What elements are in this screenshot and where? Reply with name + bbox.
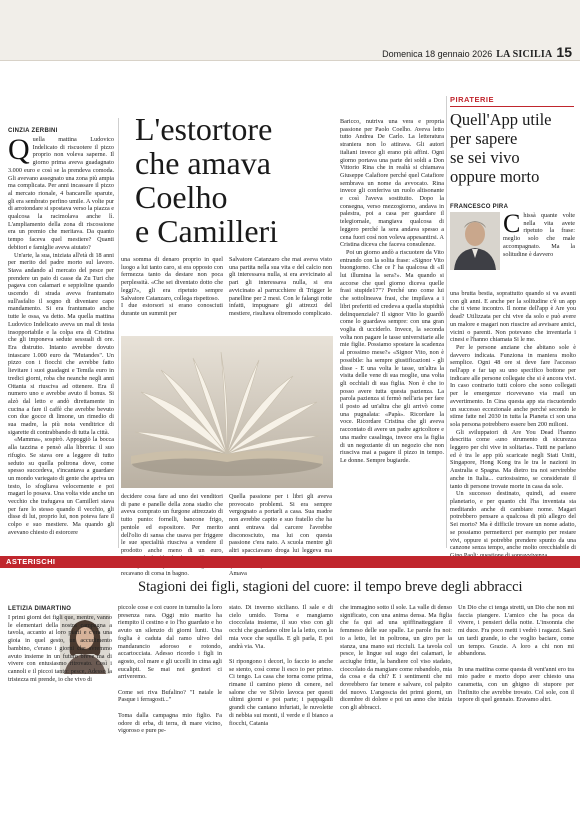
page-number: 15 <box>556 44 572 60</box>
bottom-column-1 <box>8 614 112 820</box>
bottom-section-label: ASTERISCHI <box>6 557 56 566</box>
bottom-col5-text: Un Dio che ci tenga stretti, un Dio che non mi faccia piangere. L'amico che ha poca da vivere, i pensieri della notte. L'insonnia che mi duce. Fra poco metti i vedrò i ragazzi. Sarà un tardi grande, io che voglio baciare, come un tempo. Grazie. A loro a chi non mi abbandona. In una mattina come questa di vent'anni ero tra mio padre e morto dopo aver chiesto una carametta, con un ghigno di stupore per l'infinito che avrebbe trovato. Col sole, con il tepore di quel gennaio. Eravamo altri. <box>458 604 574 704</box>
sidebar-intro-text: hissà quante volte nella vita avete ripetuto la frase: meglio solo che male accompagnato. Ma la solitudine è davvero <box>503 212 575 258</box>
bottom-column-4 <box>340 604 452 820</box>
sidebar-p3: Gli sviluppatori di Are You Dead l'hanno descritta come «uno strumento di sicurezza leggero per chi vive in solitaria». Tutti ne parlano ed è tra le app più scaricate negli Stati Uniti, Singapore, Hong Kong tra le tra le nazioni in Australia e Spagna. Ma dietro tra noi servirebbe anche in Italia... curiosissimo, se considerate il tanto di persone trovate morte in casa da sole. <box>450 428 576 490</box>
main-col1-p2: Un'arte, la sua, iniziata all'età di 18 anni per merito del padre morto sul lavoro. Stava andando al mercato del pesce per prendere un paio di casse da Zu Turi che pagava con calamari e seppioline quando uscendo di strada aveva frantumato sull'asfalto il sogno di diventare capo mandamento. Si era frantumato anche tutte le ossa, va detto. Ma quella mattina Ludovico Indelicato aveva un mal di testa insopportabile e la colpa era di Cristina che gli imponeva sedute sessuali di ore. Era distrutto. Intanto avrebbe dovuto intascare 1.000 euro da "Mutandes". Un pizzo con i fiocchi che avrebbe fatto lievitare i suoi guadagni e Temila euro in tredici giorni, roba che neanche negli anni Ottanta si riusciva ad ottenere. Era il numero uno e avrebbe avuto il bonus. Si alzò dal letto e andò direttamente in cucina a fare il caffè che avrebbe bevuto con due gocce di limone, un rimedio di sua madre, la più nota venditrice di sigarette di contrabbando di tutta la città. <box>8 251 114 436</box>
drop-cap: Q <box>8 133 30 166</box>
bottom-col1-text: I primi giorni dei figli que, mentre, vanno le elementari della nostra campagna a tavola, accanto ai loro piatti e c'era una gioia in quel gesto, un accudimento bambino, c'erano i giorni che avremmo avuto insieme in un futuro breve ma di vivere con entusiasmo ritrovato. Così i cannoli e il piccoi tanto: pesce, Adesso la tristezza mi prende, io che vivo di <box>8 614 112 683</box>
newspaper-name: LA SICILIA <box>496 49 553 60</box>
main-col2-top-text: una somma di denaro proprio in quel luogo a lui tanto caro, si era opposto con fermezza tanto da destare non poca perplessità. «Che sei diventato dotto che leggi?», gli era ripetuto sempre Salvatore Catanzaro, collega rispettoso. I due estorsori si erano conosciuti durante un summit per <box>121 256 223 317</box>
sidebar-p4: Un successo destinato, quindi, ad essere planetario, e per quanto chi l'ha inventata sta meditando anche di cambiare nome. Magari potrebbero pensare a qualcosa di più allegro del Sei morto? Ma è difficile trovare un nome adatto, se possiamo permetterci per esempio per restare vivi, oppure si potrebbe prendere spunto da una canzone senza tempo, anche molto orecchiabile di <box>450 490 576 552</box>
sidebar-headline-line1: Quell'App utile <box>450 110 552 129</box>
main-column-3-top <box>229 256 332 334</box>
sidebar-p1: una brutta bestia, soprattutto quando si va avanti con gli anni. E anche per la solitudine c'è un app che ti viene incontro. Il nome dell'app è Are you dead? Utilizzata per chi vive da solo e può avere un malore e magari non riuscire ad avvisare amici, vicini o parenti. Non potevano che inventarla i cinesi e l'hanno chiamata Si le me. <box>450 290 576 344</box>
header-date: Domenica 18 gennaio 2026 <box>382 49 493 59</box>
sidebar-headline-line4: oppure morto <box>450 167 540 186</box>
main-headline <box>135 112 315 248</box>
main-col1-p3: «Mamma», sospirò. Appoggiò la bocca alla tazzina e pensò alla libreria: il suo rifugio. Se stava ore a leggere di tutto seduto su quella poltrona dove, come spesso succedeva, s'incantava a guardare un mondo variegato di gente che apriva un testo, lo sfogliava velocemente e poi magari lo posava. Una volta vide anche un vecchio che trafugava un Camilleri stava per fare lo stesso quando il vecchio, gli disse di lui, proprio lui, non poteva fare il colpo e suo mestiere. Ma quando gli avevano chiesto di estorcere <box>8 436 114 536</box>
main-column-2-bottom <box>121 493 223 578</box>
author-portrait-image <box>450 212 500 270</box>
sidebar-p2: Per le persone anziane che abitano sole è davvero indicata. Funziona in maniera molto semplice. Ogni 48 ore si deve fare l'accesso nell'app e far tap su uno specifico bottone per indicare alle persone collegate che si è ancora vivi. In caso contrario tutti coloro che sono collegati per le emergenze ricevevano via mail un avvertimento. In Cina questa app sta riscuotendo un successo eccezionale anche perché secondo le stime fatte nel 2030 in tutta la Pianeta ci son una sola persona potrebbero essere ben 200 milioni. <box>450 343 576 428</box>
main-col1-p1: uella mattina Ludovico Indelicato di riscuotere il pizzo proprio non voleva saperne. Il giorno prima aveva guadagnato 3.000 euro e così se la prendeva comoda. Gli avevano assegnato una zona più ampia ma complicata. Per anni incassare il pizzo al mercato rionale, 4 bancarelle sparute, gli era sembrato perfino umile. A volte pur di arrotondare si spostava verso la piazza e qualcosa la racimolava anche lì. L'ampliamento della zona di riscossione era un premio che meritava. Da quanto tempo faceva quel mestiere? Quanti debitori e famiglie aveva aiutato? <box>8 136 115 251</box>
header-info <box>382 44 572 60</box>
bottom-col3-text: stato. Di inverno siciliano. Il sale e di cielo umido. Torna e mangiamo cioccolata insieme, il suo viso con gli occhi che guardano oltre la la letto, con la mia voce che squilla. E gli parla, E poi andrà via. Via. Si ripongono i decori, lo faccio io anche se stento, così come li esco io per primo. Ci tengo. La casa che torna come prima, rimane il camino pieno di cenere, nel salone che ve Silvio lavoca per questi ultimi giorni e poi parte; i pappagalli grandi che cantano infuriati, le nuvolette di nebbia sui monti, il verde e il bianco a fiocchi, Catania <box>229 604 333 727</box>
main-headline-line3: Coelho <box>135 179 228 215</box>
sidebar-body <box>450 290 576 552</box>
main-column-1 <box>8 133 115 548</box>
sidebar-section: PIRATERIE <box>450 95 494 104</box>
bottom-col4-text: che immagino sotto il sole. La valle di denso significato, con una anima densa. Ma figlia che fa qui ad una spiffinatteggiare il femmeso delle sue spalle. Le parole fra noi: io a letto, lei in poltrona, un giro per la stanza, una mano sui ricciuli. La tavola col pesce, le lingue sul sugo dei calamari, le acciughe fritte, la bandiere col viso stadato, cioccolato da mangiare come rubandolo, mia da cosa e da chi? E i sentimenti che mi dovrebbero far tenere e salvare, col palpito del nuovo. L'angoscia dei primi giorni, un dicembre di dolore e poi un anno che inizia con gli abbracci. <box>340 604 452 712</box>
bottom-section-bar <box>0 556 580 568</box>
sidebar-headline <box>450 110 578 186</box>
bottom-column-5 <box>458 604 574 820</box>
main-column-3-bottom <box>229 493 332 578</box>
main-column-2-top <box>121 256 223 334</box>
column-divider <box>118 118 119 548</box>
sidebar-headline-line2: per sapere <box>450 129 518 148</box>
main-col4-p2: Poi un giorno andò a riscuotere da Vito entrando con la solita frase: «Signor Vito buongiorno. Che ce l' ha qualcosa di «Il lui illumina la sera?». Ma quando si accorse che quel giorno diceva quelle frasi stupide17"? Perché uno come lui che sottolineava frasi, che impilava a i libri preferiti ed credeva a quella stupidità delinquenziale? Il signor Vito lo guardò come lo guardava sempre: con una gran voglia di ucciderlo. Invece, la seconda volta non pagare le tasse universitarie alle mie figlie. Possiamo spostare la scadenza al prossimo mese?» «Signor Vito, non è possibile: ha sempre giustificazioni - gli disse - E una volta le tasse, un'altra la visita delle vene di sua moglie, una volta gli occhiali di sua figlia. Non è che io posso avere tutta questa pazienza. La parola pazienza si fermò nell'aria per fare il posto ad un'altra che gli arrivò come una pugnalata: «Papà». Ricordare la voce. Ricordare Cristina che gli aveva raccontato di avere un padre agricoltore e una madre casalinga, invece era la figlia di un negoziante di un negozio che non riusciva mai a pagare il pizzo in tempo. Le donne. Sempre bugiarde. <box>340 248 444 464</box>
main-col3-bottom-text: Quella passione per i libri gli aveva provocato problemi. Si era sempre vergognato a portarli a casa. Sua madre non avrebbe capito e suo fratello che ha anni entrava dal carcere l'avrebbe disconosciuto, ma lui con questa passione c'era nato. A scuola mentre gli altri spacciavano droga lui leggeva ma Amava <box>229 493 332 578</box>
main-col4-p1: Baricco, nutriva una vera e propria passione per Paolo Coelho. Aveva letto tutto Andrea De Carlo. La letteratura straniera non lo attirava. Gli autori italiani invece gli erano più affini. Ogni giorno portava una parte dei soldi a Don Vittorio Rina che in realtà si chiamava Giuseppe Calafiore perché quel Catafiore sembrava un nome da avvocato. Rina invece gli conferiva un ruolo altisonante e così l'aveva sostituito. Dopo la consegna, verso mezzogiorno, andava in palestra, poi a casa per guardare il telegiornale, mangiava qualcosa di leggero perché la sera andava spesso a cena fuori così non voleva appesantirsi. A Cristina diceva che faceva consulenze. <box>340 118 444 249</box>
main-col2-bottom-text: decidere cosa fare ad uno dei venditori di pane e panelle della zona stadio che aveva comprato un furgone attrezzato di tutto punto: fornelli, bancone frigo, pentole ed espositore. Per merito dell'olio di sansa che usava per friggere le sue specialità riusciva a vendere il prodotto anche meno di un euro, recavano di corsa in bagno. <box>121 493 223 578</box>
sidebar-intro <box>503 209 575 288</box>
main-col3-top-text: Salvatore Catanzaro che mai aveva visto una partita nella sua vita e del calcio non gli interessava nulla, si era avvicinato al pari gli interessava nulla, si era avvicinato al parrucchiere di Trigger le panelline per 2 mesi. Con le falangi rotte infatti, impugnare gli attrezzi del mestiere, risultava oltremodo complicato. <box>229 256 332 317</box>
bottom-column-2 <box>118 604 222 820</box>
bottom-headline: Stagioni dei figli, stagioni del cuore: il tempo breve degli abbracci <box>138 579 523 595</box>
main-byline: CINZIA ZERBINI <box>8 128 58 134</box>
main-column-4 <box>340 118 444 548</box>
sidebar-byline: FRANCESCO PIRA <box>450 204 509 210</box>
main-headline-line2: che amava <box>135 145 271 181</box>
book-photo <box>121 336 333 488</box>
main-headline-line1: L'estortore <box>135 111 273 147</box>
sidebar-headline-line3: se sei vivo <box>450 148 520 167</box>
bottom-byline: LETIZIA DIMARTINO <box>8 606 72 612</box>
sidebar-divider <box>446 96 447 548</box>
sidebar-rule <box>450 106 574 107</box>
open-book-image <box>121 336 333 488</box>
sidebar-drop-cap: C <box>503 209 521 238</box>
main-headline-line4: e Camilleri <box>135 213 279 249</box>
bottom-column-3 <box>229 604 333 820</box>
author-photo <box>450 212 500 270</box>
bottom-col2-text: piccole cose e coi cuore in tumulto la loro presenza rara. Oggi mio marito ha riempito il cestino e io l'ho guardato e ho avuto un silenzio di giorni lunti. Una foglia è caduta dal ramo ulivo del mandarancio adoroso e rotondo, accartocciata. Adesso ricordo i figli in agosto, col mare e gli uccelli in cima agli eucalipti. Se mai noi genitori ci arriveremo. Come sei riva Bufalino? "I natale le Pasque i ferragosti..." Toma dalla campagna mio figlio. Fa odore di erba, di terra, di mare vicino, vigoroso e pure pe- <box>118 604 222 735</box>
